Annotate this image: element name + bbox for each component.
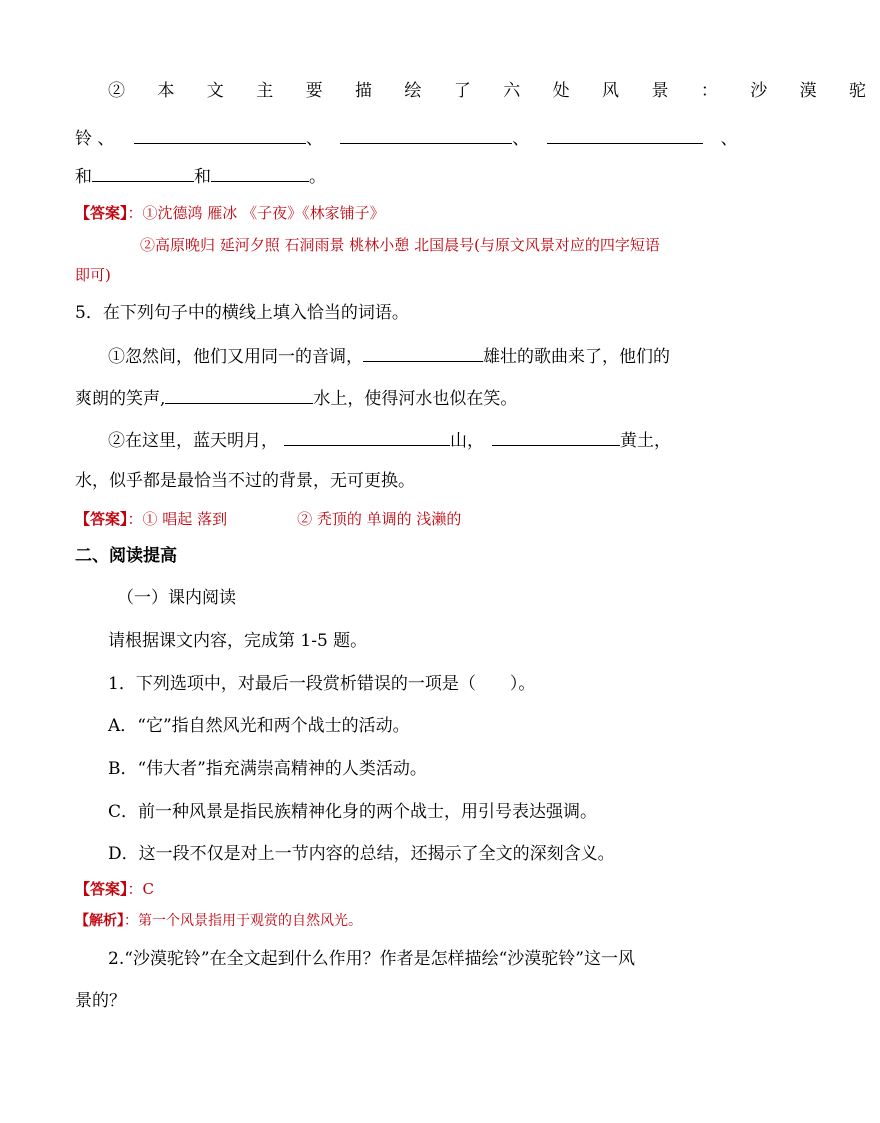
fill-blank-7[interactable] [165,386,313,404]
q2-line1: 2.“沙漠驼铃”在全文起到什么作用？作者是怎样描绘“沙漠驼铃”这一风 [108,949,635,969]
answer-tag: 【答案】 [75,510,128,528]
q4-part2-line1: ② 本 文 主 要 描 绘 了 六 处 风 景 ： 沙 漠 驼 [108,81,880,101]
q5-title: 5．在下列句子中的横线上填入恰当的词语。 [75,303,409,323]
fill-blank-8[interactable] [284,428,450,446]
mc1-option-c: C．前一种风景是指民族精神化身的两个战士，用引号表达强调。 [108,802,598,822]
q5-s2-a: ②在这里，蓝天明月， [108,431,278,451]
fill-blank-2[interactable] [340,126,512,144]
fill-blank-5[interactable] [211,164,309,182]
q4-sep2: 、 [512,129,530,149]
answer-2 [75,508,461,530]
q4-sep1: 、 [305,129,323,149]
q4-line2-start: 铃 、 [75,129,115,149]
q5-s2-c: 黄土， [620,431,671,451]
q4-sep3: 、 [720,129,738,149]
answer-colon: ： [127,510,143,528]
fill-blank-6[interactable] [363,344,483,362]
answer-2-part2: ② 秃顶的 单调的 浅濑的 [297,510,462,528]
answer-2-part1: ① 唱起 落到 [142,510,228,528]
mc1-option-d: D．这一段不仅是对上一节内容的总结，还揭示了全文的深刻含义。 [108,844,615,864]
mc1-analysis-text: 第一个风景指用于观赏的自然风光。 [138,913,362,929]
q5-s2-b: 山， [450,431,484,451]
q4-line3-end: 。 [309,167,326,187]
answer-1-line3: 即可) [75,266,111,284]
q5-s1-b: 雄壮的歌曲来了，他们的 [483,347,670,367]
section-heading: 二、阅读提高 [75,546,177,566]
analysis-tag: 【解析】 [75,913,124,929]
q5-sentence2-line2: 水，似乎都是最恰当不过的背景，无可更换。 [75,471,415,491]
fill-blank-9[interactable] [492,428,620,446]
section-instruction: 请根据课文内容，完成第 1-5 题。 [108,631,368,651]
fill-blank-1[interactable] [134,126,306,144]
answer-tag: 【答案】 [75,880,128,898]
q5-sentence1-line2 [75,386,517,410]
mc1-option-a: A．“它”指自然风光和两个战士的活动。 [108,716,410,736]
analysis-colon: ： [124,913,138,929]
q5-sentence1-line1 [108,344,670,368]
mc1-option-b: B．“伟大者”指充满崇高精神的人类活动。 [108,759,427,779]
answer-colon: ： [127,880,143,898]
q4-line3-mid: 和 [194,167,211,187]
answer-colon: ： [127,204,143,222]
q5-sentence2-line1 [108,428,671,452]
q4-line3-start: 和 [75,167,92,187]
mc1-question: 1．下列选项中，对最后一段赏析错误的一项是（ ）。 [108,674,536,694]
q4-part2-line3 [75,164,326,188]
mc1-answer-value: C [142,880,155,898]
fill-blank-3[interactable] [547,126,703,144]
answer-1-line1 [75,202,385,224]
q4-part2-line2 [75,126,738,150]
answer-1-line2: ②高原晚归 延河夕照 石洞雨景 桃林小憩 北国晨号(与原文风景对应的四字短语 [140,236,660,254]
mc1-answer [75,878,154,900]
answer-tag: 【答案】 [75,204,128,222]
q5-s1-c: 爽朗的笑声, [75,389,166,409]
q5-s1-d: 水上，使得河水也似在笑。 [313,389,518,409]
fill-blank-4[interactable] [92,164,194,182]
q5-s1-a: ①忽然间，他们又用同一的音调， [108,347,363,367]
q2-line2: 景的？ [75,991,126,1011]
answer-1-text1: ①沈德鸿 雁冰 《子夜》《林家铺子》 [142,204,385,222]
section-subheading: （一）课内阅读 [117,588,236,608]
mc1-analysis [75,910,362,932]
